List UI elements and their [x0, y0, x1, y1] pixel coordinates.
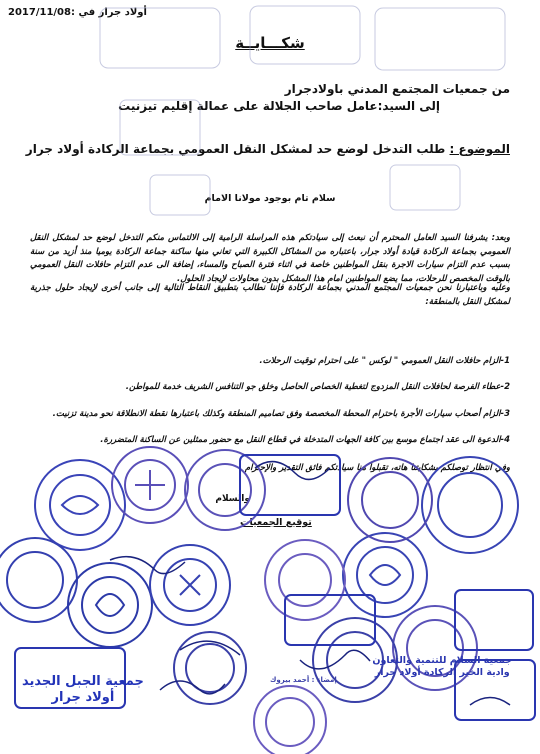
- association-stamp-name-left: [22, 674, 144, 706]
- association-locality: أولاد جرار: [51, 690, 115, 705]
- demands-intro-paragraph: وعليه وباعتبارنا نحن جمعيات المجتمع المدني بجماعة الركادة فإننا نطالب بتطبيق النقاط التالية إلى جانب أخرى لإيجاد حلول جذرية لمشكل النقل بالمنطقة:: [30, 283, 510, 307]
- demand-item: 3-الزام أصحاب سيارات الأجرة باحترام المحطة المخصصة وفق تصاميم المنطقة وكذلك باعتبارها نقطة الانطلاقة نحو مدينة تزنيت.: [52, 409, 510, 419]
- letter-title: شكـــايــة: [235, 34, 305, 52]
- closing-line: وفي انتظار توصلكم بشكايتنا هاته، تقبلوا منا سيادتكم فائق التقدير والإحترام .: [238, 463, 510, 473]
- subject-line: [26, 142, 510, 156]
- demand-item: 2-عطاء الفرصة لحافلات النقل المزدوج لتغطية الخصاص الحاصل وخلق جو التنافس الشريف خدمة للمواطن.: [125, 382, 510, 392]
- signed-by-line: إمضاء : أحمد بيروك: [270, 676, 337, 684]
- round-stamp: [254, 686, 326, 754]
- round-stamp: [174, 632, 246, 704]
- greeting-line: سلام تام بوجود مولانا الامام: [204, 193, 336, 204]
- association-stamp-name-right: [372, 655, 512, 679]
- round-stamp: [68, 563, 152, 647]
- demand-item: 1-الزام حافلات النقل العمومي " لوكس " على احترام توقيت الرحلات.: [259, 356, 510, 366]
- association-name: جمعية الجبل الجديد: [22, 674, 144, 689]
- letter-date: أولاد جرار في :2017/11/08: [8, 7, 147, 18]
- recipient-line: إلى السيد:عامل صاحب الجلالة على عمالة إقليم تيزنيت: [118, 99, 440, 113]
- association-name: جمعية السلام للتنمية والتعاون: [372, 655, 512, 666]
- subject-text: طلب التدخل لوضع حد لمشكل النقل العمومي بجماعة الركادة أولاد جرار: [25, 142, 446, 156]
- round-stamp: [0, 538, 77, 622]
- round-stamp: [35, 460, 125, 550]
- demand-item: 4-الدعوة الى عقد اجتماع موسع بين كافة الجهات المتدخلة في قطاع النقل مع حضور ممثلين عن الساكنة المتضررة.: [100, 435, 510, 445]
- sender-line: من جمعيات المجتمع المدني باولادجرار: [284, 82, 510, 96]
- salutation: والسلام: [215, 494, 250, 504]
- round-stamp: [112, 447, 188, 523]
- association-locality: وادية الخير الركادة أولاد جرار: [374, 667, 510, 678]
- round-stamp: [265, 540, 345, 620]
- round-stamp: [343, 533, 427, 617]
- signatures-label: توقيع الجمعيات: [240, 517, 312, 528]
- subject-label: الموضوع :: [449, 142, 510, 156]
- intro-paragraph: وبعد: يشرفنا السيد العامل المحترم أن نبعث إلى سيادتكم هذه المراسلة الرامية إلى الالتماس منكم التدخل لوضع حد لمشكل النقل العمومي بجماعة الركادة قيادة أولاد جرار، باعتباره من المشاكل الكبيرة التي تعاني منها ساكنة جماعة الركادة يوميا منذ أزيد من سنة بسبب عدم التزام سيارات الاجرة بنقل المواطنين خاصة في اثناء فترة الصباح والمساء، إضافة الى عدم التزام حافلات النقل العمومي بالوقت المخصص للرحلات، مما يضع المواطنين امام هذا المشكل بدون محاولات لإيجاد الحلول.: [30, 233, 510, 284]
- round-stamp: [150, 545, 230, 625]
